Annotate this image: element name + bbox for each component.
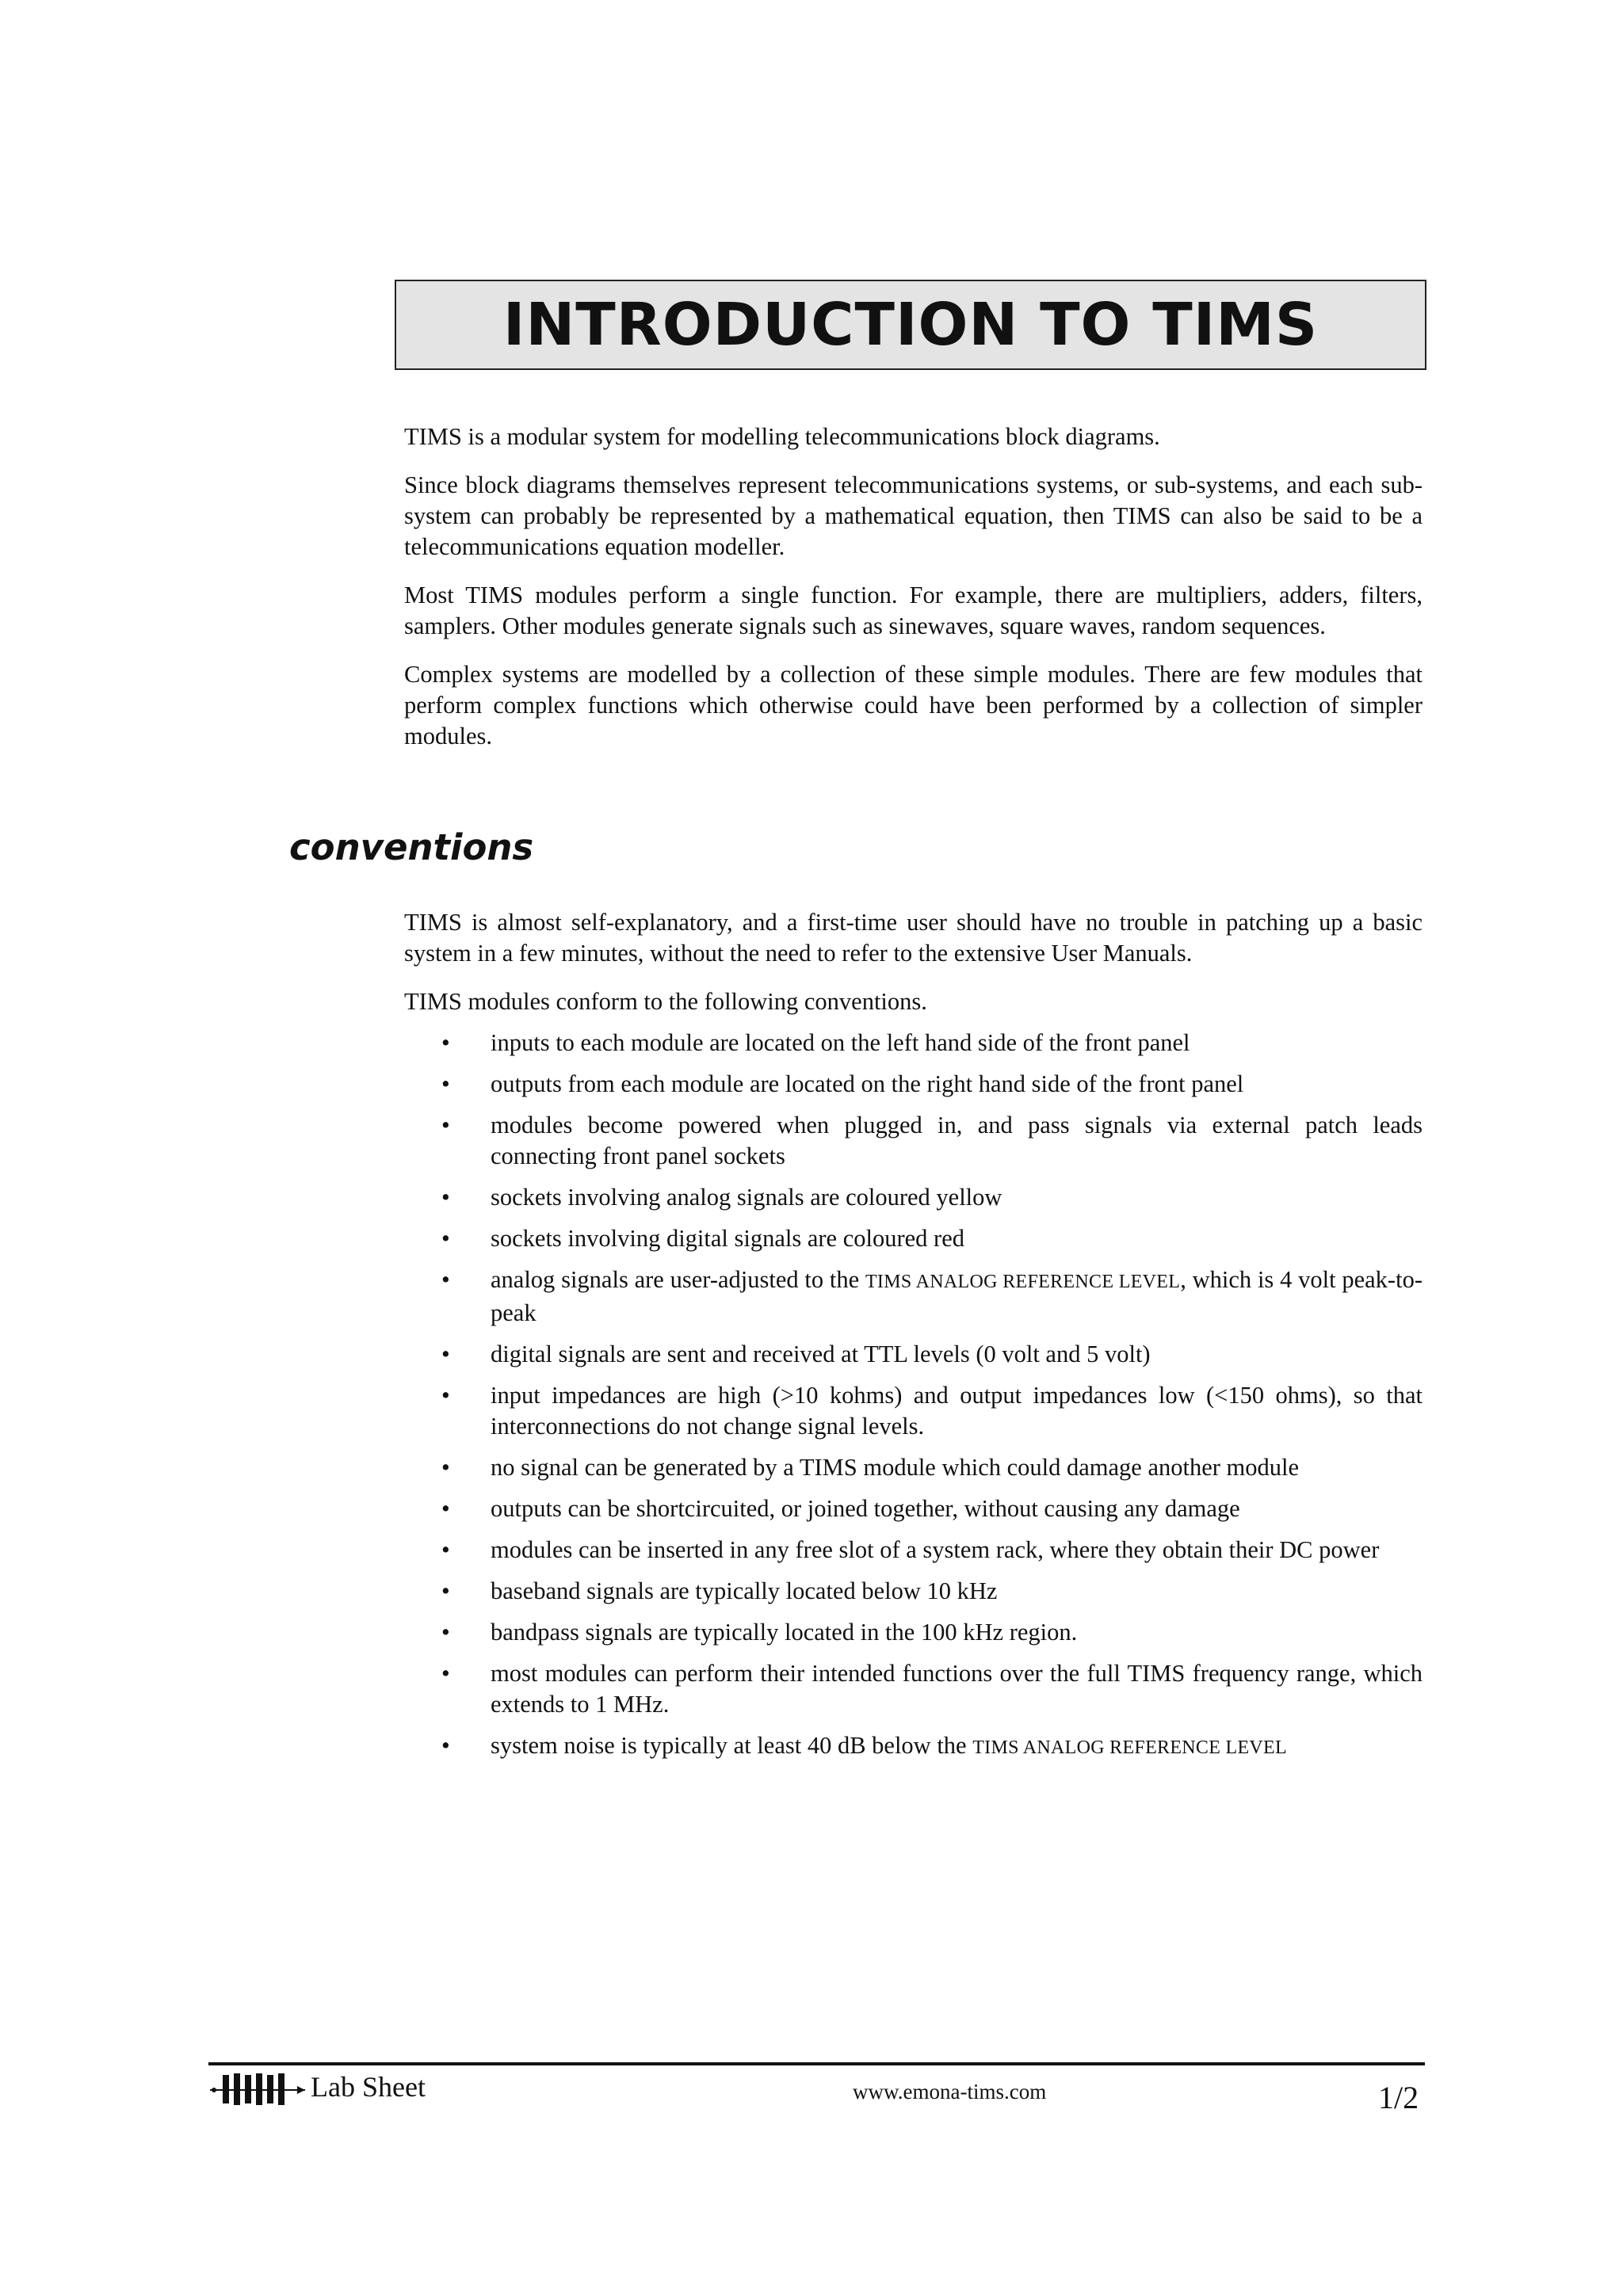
- list-item-text: modules can be inserted in any free slot of a system rack, where they obtain their DC power: [491, 1536, 1380, 1563]
- list-item: [404, 1452, 1423, 1483]
- bullet-icon: •: [441, 1112, 450, 1138]
- bullet-icon: •: [441, 1660, 450, 1687]
- list-item: [404, 1069, 1423, 1100]
- page-number: 1/2: [1378, 2080, 1419, 2115]
- list-item: [404, 1182, 1423, 1213]
- list-item-smallcaps-term: TIMS ANALOG REFERENCE LEVEL: [972, 1737, 1287, 1758]
- list-item-text: sockets involving digital signals are coloured red: [491, 1225, 964, 1252]
- list-item-smallcaps-term: TIMS ANALOG REFERENCE LEVEL: [865, 1272, 1181, 1292]
- list-item-text: outputs can be shortcircuited, or joined together, without causing any damage: [491, 1495, 1240, 1522]
- list-item-text: sockets involving analog signals are coloured yellow: [491, 1184, 1002, 1211]
- conventions-list: [404, 1028, 1423, 1764]
- bullet-icon: •: [441, 1029, 450, 1056]
- list-item-text: baseband signals are typically located below 10 kHz: [491, 1577, 998, 1604]
- list-item-text: inputs to each module are located on the left hand side of the front panel: [491, 1029, 1190, 1056]
- intro-paragraph-4: Complex systems are modelled by a collection of these simple modules. There are few modules that perform complex functions which otherwise could have been performed by a collection of simpler modules.: [404, 661, 1423, 749]
- list-item: [404, 1339, 1423, 1370]
- list-item: [404, 1535, 1423, 1566]
- list-item: [404, 1730, 1423, 1764]
- bullet-icon: •: [441, 1225, 450, 1252]
- list-item: [404, 1617, 1423, 1648]
- bullet-icon: •: [441, 1495, 450, 1522]
- intro-paragraph-3: Most TIMS modules perform a single function. For example, there are multipliers, adders, filters, samplers. Other modules generate signals such as sinewaves, square waves, random sequences.: [404, 582, 1423, 639]
- intro-section: [404, 421, 1423, 769]
- tims-logo-icon: [210, 2072, 305, 2108]
- list-item: [404, 1658, 1423, 1720]
- title-box: [395, 280, 1426, 370]
- footer-divider: [208, 2062, 1425, 2065]
- bullet-icon: •: [441, 1341, 450, 1367]
- list-item: [404, 1493, 1423, 1524]
- list-item-text: bandpass signals are typically located in the 100 kHz region.: [491, 1619, 1078, 1646]
- list-item-text: modules become powered when plugged in, and pass signals via external patch leads connecting front panel sockets: [491, 1112, 1423, 1169]
- bullet-icon: •: [441, 1266, 450, 1293]
- list-item-text: no signal can be generated by a TIMS module which could damage another module: [491, 1454, 1300, 1481]
- list-item-text: analog signals are user-adjusted to the: [491, 1266, 865, 1293]
- bullet-icon: •: [441, 1732, 450, 1759]
- list-item: [404, 1576, 1423, 1607]
- bullet-icon: •: [441, 1536, 450, 1563]
- footer-label: Lab Sheet: [311, 2071, 426, 2103]
- bullet-icon: •: [441, 1619, 450, 1646]
- list-item-text: outputs from each module are located on the right hand side of the front panel: [491, 1070, 1244, 1097]
- list-item-text: most modules can perform their intended functions over the full TIMS frequency range, which extends to 1 MHz.: [491, 1660, 1423, 1718]
- list-item: [404, 1028, 1423, 1058]
- list-item: [404, 1223, 1423, 1254]
- list-item-text: , which is 4 volt peak-to-peak: [491, 1266, 1423, 1326]
- conventions-paragraph-1: TIMS is almost self-explanatory, and a first-time user should have no trouble in patching up a basic system in a few minutes, without the need to refer to the extensive User Manuals.: [404, 909, 1423, 967]
- list-item-text: input impedances are high (>10 kohms) and output impedances low (<150 ohms), so that interconnections do not change signal levels.: [491, 1382, 1423, 1440]
- list-item: [404, 1264, 1423, 1329]
- conventions-section: [404, 907, 1423, 1774]
- conventions-paragraph-2: TIMS modules conform to the following conventions.: [404, 988, 927, 1015]
- conventions-heading: conventions: [289, 826, 534, 868]
- list-item-text: system noise is typically at least 40 dB below the: [491, 1732, 973, 1759]
- list-item: [404, 1110, 1423, 1172]
- bullet-icon: •: [441, 1184, 450, 1211]
- footer-url: www.emona-tims.com: [853, 2080, 1047, 2103]
- bullet-icon: •: [441, 1070, 450, 1097]
- intro-paragraph-1: TIMS is a modular system for modelling telecommunications block diagrams.: [404, 423, 1160, 450]
- page-title: INTRODUCTION TO TIMS: [502, 291, 1319, 359]
- list-item: [404, 1380, 1423, 1442]
- bullet-icon: •: [441, 1577, 450, 1604]
- list-item-text: digital signals are sent and received at TTL levels (0 volt and 5 volt): [491, 1341, 1151, 1367]
- intro-paragraph-2: Since block diagrams themselves represent telecommunications systems, or sub-systems, and each sub-system can probably be represented by a mathematical equation, then TIMS can also be said to be a telecommunications equation modeller.: [404, 471, 1423, 560]
- bullet-icon: •: [441, 1454, 450, 1481]
- bullet-icon: •: [441, 1382, 450, 1409]
